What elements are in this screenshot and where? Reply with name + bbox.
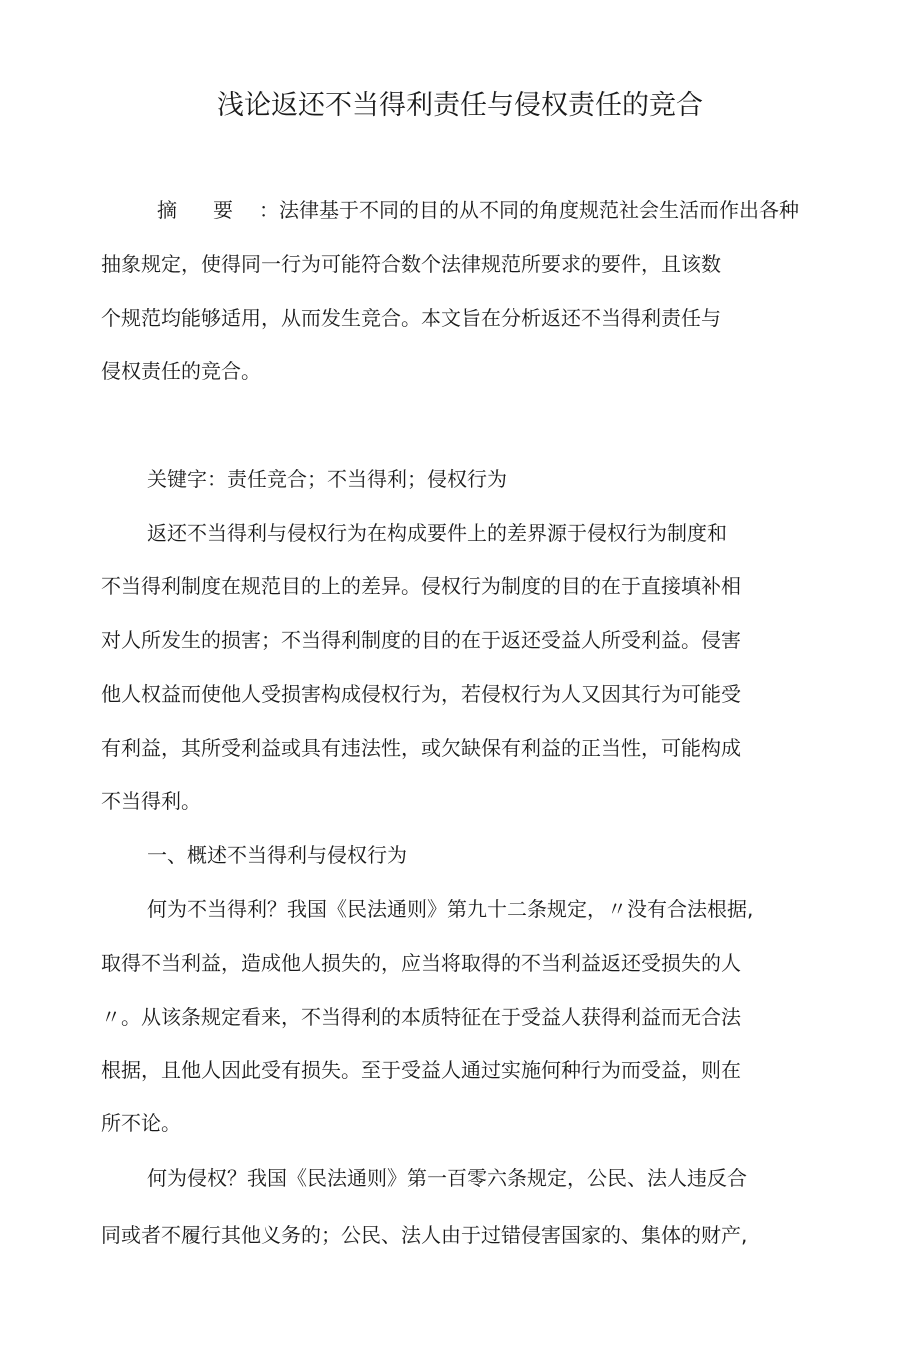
- section-1-heading: 一、概述不当得利与侵权行为: [147, 843, 407, 867]
- intro-line-6: 不当得利。: [101, 789, 201, 813]
- tort-line-2: 同或者不履行其他义务的；公民、法人由于过错侵害国家的、集体的财产,: [101, 1223, 748, 1247]
- intro-line-2: 不当得利制度在规范目的上的差异。侵权行为制度的目的在于直接填补相: [101, 574, 741, 598]
- abstract-line-4: 侵权责任的竞合。: [101, 359, 261, 383]
- intro-line-5: 有利益，其所受利益或具有违法性，或欠缺保有利益的正当性，可能构成: [101, 736, 741, 760]
- unjust-line-1: 何为不当得利？我国《民法通则》第九十二条规定，〃没有合法根据,: [147, 897, 754, 921]
- unjust-line-5: 所不论。: [101, 1111, 181, 1135]
- unjust-line-4: 根据，且他人因此受有损失。至于受益人通过实施何种行为而受益，则在: [101, 1058, 741, 1082]
- abstract-line-1: ：法律基于不同的目的从不同的角度规范社会生活而作出各种: [259, 198, 799, 222]
- document-title: 浅论返还不当得利责任与侵权责任的竞合: [217, 90, 703, 121]
- intro-line-3: 对人所发生的损害；不当得利制度的目的在于返还受益人所受利益。侵害: [101, 628, 741, 652]
- abstract-label: 摘要: [157, 198, 269, 222]
- abstract-line-2: 抽象规定，使得同一行为可能符合数个法律规范所要求的要件，且该数: [101, 252, 721, 276]
- abstract-line-3: 个规范均能够适用，从而发生竞合。本文旨在分析返还不当得利责任与: [101, 306, 721, 330]
- intro-line-1: 返还不当得利与侵权行为在构成要件上的差界源于侵权行为制度和: [147, 521, 727, 545]
- tort-line-1: 何为侵权？我国《民法通则》第一百零六条规定，公民、法人违反合: [147, 1166, 747, 1190]
- unjust-line-2: 取得不当利益，造成他人损失的，应当将取得的不当利益返还受损失的人: [101, 951, 741, 975]
- intro-line-4: 他人权益而使他人受损害构成侵权行为，若侵权行为人又因其行为可能受: [101, 682, 741, 706]
- keywords: 关键字：责任竞合；不当得利；侵权行为: [147, 467, 507, 491]
- unjust-line-3: 〃。从该条规定看来，不当得利的本质特征在于受益人获得利益而无合法: [101, 1005, 741, 1029]
